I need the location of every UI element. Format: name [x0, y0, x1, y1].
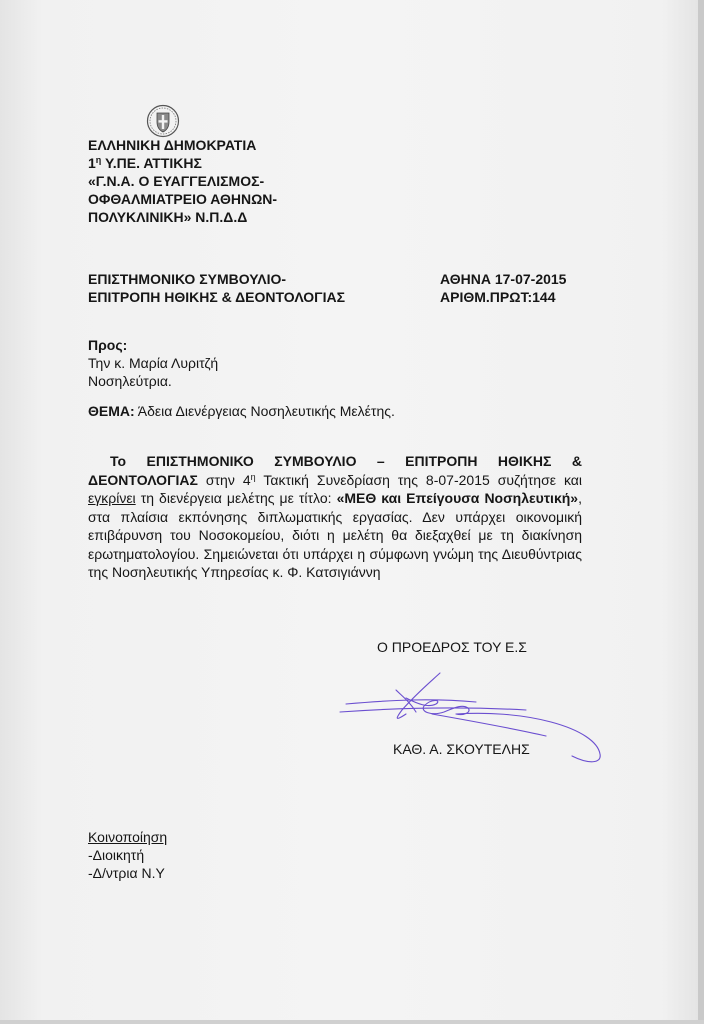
- scan-edge-bottom: [0, 1020, 704, 1024]
- signatory-name: ΚΑΘ. Α. ΣΚΟΥΤΕΛΗΣ: [393, 741, 530, 757]
- greek-emblem-icon: [146, 104, 180, 138]
- cc-label: Κοινοποίηση: [88, 829, 168, 845]
- cc-block: [88, 828, 167, 882]
- header-line: ΕΛΛΗΝΙΚΗ ΔΗΜΟΚΡΑΤΙΑ: [88, 137, 257, 153]
- committee-line: ΕΠΙΣΤΗΜΟΝΙΚΟ ΣΥΜΒΟΥΛΙΟ-: [88, 271, 287, 287]
- protocol-number: ΑΡΙΘΜ.ΠΡΩΤ:144: [440, 289, 556, 305]
- body-committee-name: Το ΕΠΙΣΤΗΜΟΝΙΚΟ ΣΥΜΒΟΥΛΙΟ – ΕΠΙΤΡΟΠΗ ΗΘΙΚΗΣ & ΔΕΟΝΤΟΛΟΓΙΑΣ: [88, 453, 582, 488]
- recipient-label: Προς:: [88, 337, 128, 353]
- issuer-header: [88, 136, 277, 226]
- date-line: ΑΘΗΝΑ 17-07-2015: [440, 271, 567, 287]
- header-line: ΟΦΘΑΛΜΙΑΤΡΕΙΟ ΑΘΗΝΩΝ-: [88, 191, 278, 207]
- recipient-name: Την κ. Μαρία Λυριτζή: [88, 355, 219, 371]
- approves-word: εγκρίνει: [88, 490, 136, 506]
- header-line: $1^\eta$ Υ.ΠΕ. ΑΤΤΙΚΗΣ: [88, 155, 202, 171]
- subject-text: Άδεια Διενέργειας Νοσηλευτικής Μελέτης.: [137, 403, 395, 419]
- header-line: «Γ.Ν.Α. Ο ΕΥΑΓΓΕΛΙΣΜΟΣ-: [88, 173, 265, 189]
- recipient-block: [88, 336, 218, 390]
- cc-item: -Δ/ντρια Ν.Υ: [88, 865, 165, 881]
- signoff-title: Ο ΠΡΟΕΔΡΟΣ ΤΟΥ Ε.Σ: [377, 639, 527, 655]
- study-title: «ΜΕΘ και Επείγουσα Νοσηλευτική»: [336, 490, 579, 506]
- header-line: ΠΟΛΥΚΛΙΝΙΚΗ» Ν.Π.Δ.Δ: [88, 209, 248, 225]
- subject-label: ΘΕΜΑ:: [88, 403, 135, 419]
- recipient-role: Νοσηλεύτρια.: [88, 373, 172, 389]
- cc-item: -Διοικητή: [88, 847, 145, 863]
- body-paragraph: Το ΕΠΙΣΤΗΜΟΝΙΚΟ ΣΥΜΒΟΥΛΙΟ – ΕΠΙΤΡΟΠΗ ΗΘΙΚΗΣ & ΔΕΟΝΤΟΛΟΓΙΑΣ στην $4^\eta$ Τακτική Συνεδρίαση της 8-07-2015 συζήτησε και εγκρίνει τη διενέργεια μελέτης με τίτλο: «ΜΕΘ και Επείγουσα Νοσηλευτική», στα πλαίσια εκπόνησης διπλωματικής εργασίας. Δεν υπάρχει οικονομική επιβάρυνση του Νοσοκομείου, διότι η μελέτη θα διεξαχθεί με τη διακίνηση ερωτηματολογίου. Σημειώνεται ότι υπάρχει η σύμφωνη γνώμη της Διευθύντριας της Νοσηλευτικής Υπηρεσίας κ. Φ. Κατσιγιάννη: [88, 453, 582, 580]
- scan-edge-right: [698, 0, 704, 1024]
- subject-line: [88, 402, 395, 420]
- committee-line: ΕΠΙΤΡΟΠΗ ΗΘΙΚΗΣ & ΔΕΟΝΤΟΛΟΓΙΑΣ: [88, 289, 345, 305]
- reference-block: [440, 270, 566, 306]
- handwritten-signature: [336, 668, 612, 778]
- committee-block: [88, 270, 345, 306]
